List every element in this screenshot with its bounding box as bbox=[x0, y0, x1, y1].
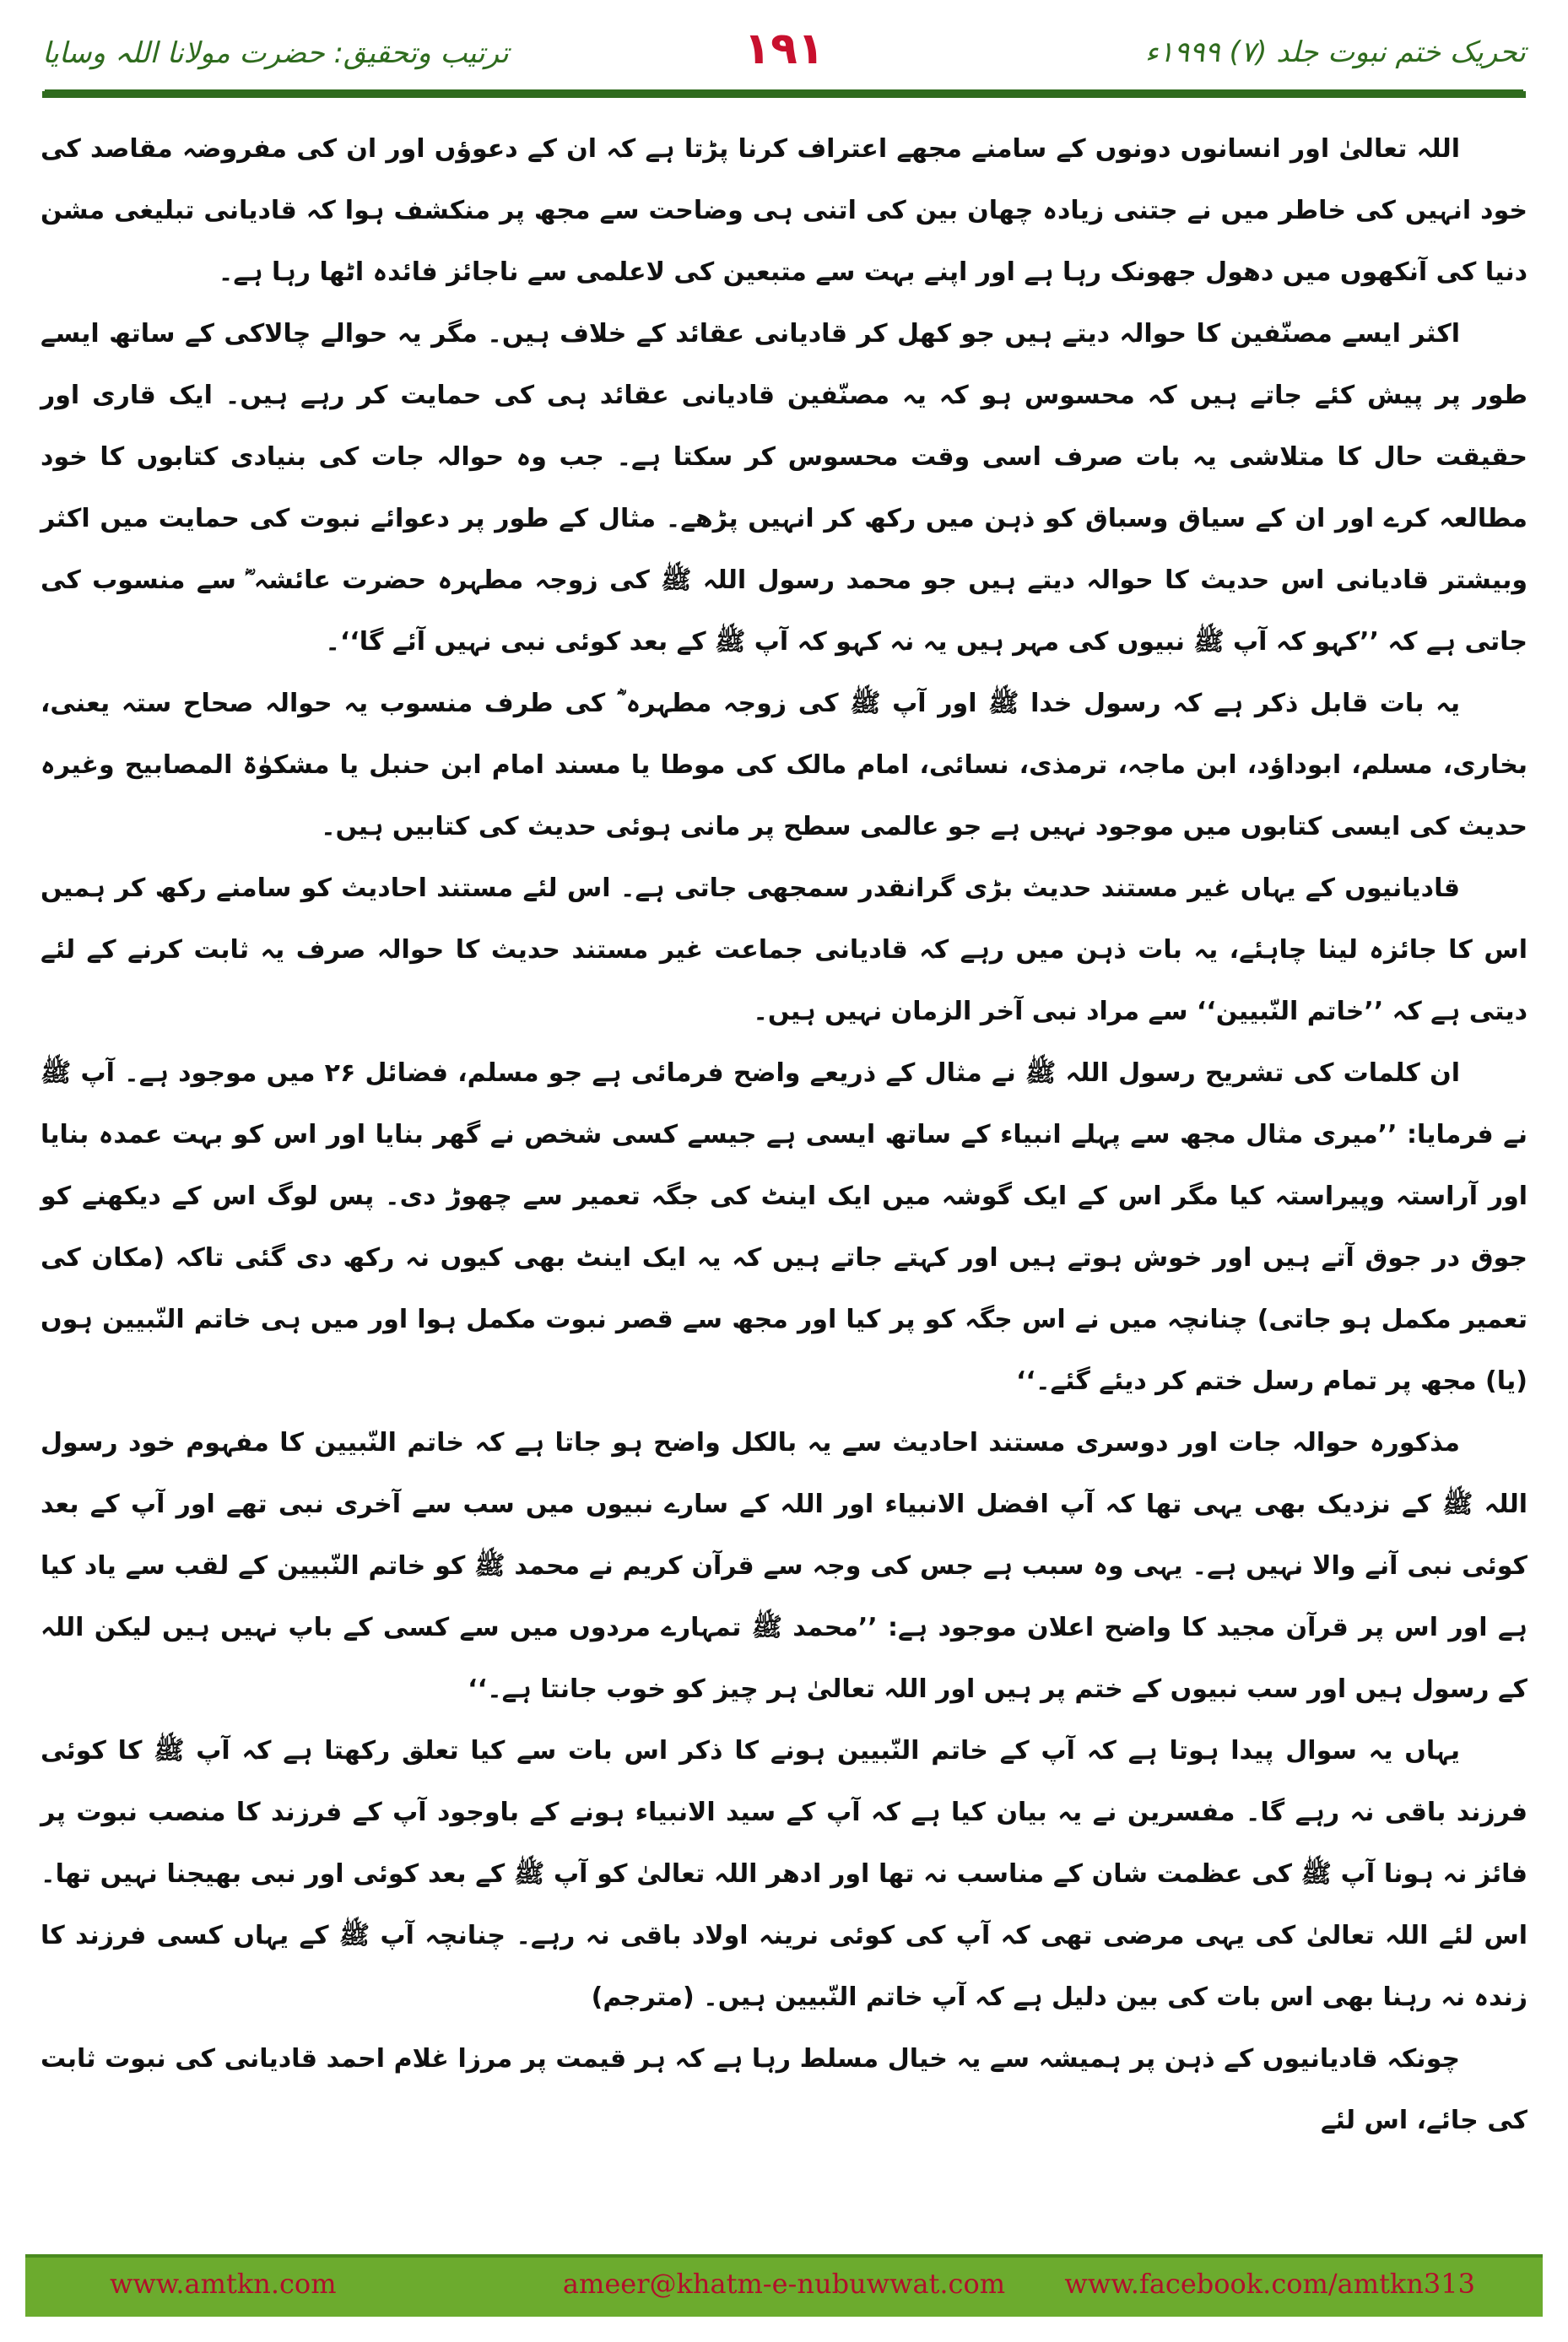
page-footer bbox=[25, 2254, 1543, 2317]
paragraph: قادیانیوں کے یہاں غیر مستند حدیث بڑی گرانقدر سمجھی جاتی ہے۔ اس لئے مستند احادیث کو سامنے رکھ کر ہمیں اس کا جائزہ لینا چاہئے، یہ بات ذہن میں رہے کہ قادیانی جماعت غیر مستند حدیث کا حوالہ صرف یہ ثابت کرنے کے لئے دیتی ہے کہ ’’خاتم النّبیین‘‘ سے مراد نبی آخر الزمان نہیں ہیں۔ bbox=[41, 874, 1527, 1026]
body-text bbox=[41, 118, 1527, 2173]
paragraph: چونکہ قادیانیوں کے ذہن پر ہمیشہ سے یہ خیال مسلط رہا ہے کہ ہر قیمت پر مرزا غلام احمد قادیانی کی نبوت ثابت کی جائے، اس لئے bbox=[41, 2044, 1527, 2135]
paragraph: یہ بات قابل ذکر ہے کہ رسول خدا ﷺ اور آپ ﷺ کی زوجہ مطہرہ ؓ کی طرف منسوب یہ حوالہ صحاح ستہ یعنی، بخاری، مسلم، ابوداؤد، ابن ماجہ، ترمذی، نسائی، امام مالک کی موطا یا مسند امام ابن حنبل یا مشکوٰۃ المصابیح وغیرہ حدیث کی ایسی کتابوں میں موجود نہیں ہے جو عالمی سطح پر مانی ہوئی حدیث کی کتابیں ہیں۔ bbox=[41, 689, 1527, 841]
paragraph: اللہ تعالیٰ اور انسانوں دونوں کے سامنے مجھے اعتراف کرنا پڑتا ہے کہ ان کے دعوؤں اور ان کی مفروضہ مقاصد کی خود انہیں کی خاطر میں نے جتنی زیادہ چھان بین کی اتنی ہی وضاحت سے مجھ پر منکشف ہوا کہ قادیانی تبلیغی مشن دنیا کی آنکھوں میں دھول جھونک رہا ہے اور اپنے بہت سے متبعین کی لاعلمی سے ناجائز فائدہ اٹھا رہا ہے۔ bbox=[41, 134, 1528, 287]
paragraph: یہاں یہ سوال پیدا ہوتا ہے کہ آپ کے خاتم النّبیین ہونے کا ذکر اس بات سے کیا تعلق رکھتا ہے کہ آپ ﷺ کا کوئی فرزند باقی نہ رہے گا۔ مفسرین نے یہ بیان کیا ہے کہ آپ کے سید الانبیاء ہونے کے باوجود آپ کے فرزند کا منصب نبوت پر فائز نہ ہونا آپ ﷺ کی عظمت شان کے مناسب نہ تھا اور ادھر اللہ تعالیٰ کو آپ ﷺ کے بعد کوئی اور نبی بھیجنا نہیں تھا۔ اس لئے اللہ تعالیٰ کی یہی مرضی تھی کہ آپ کی کوئی نرینہ اولاد باقی نہ رہے۔ چنانچہ آپ ﷺ کے یہاں کسی فرزند کا زندہ نہ رہنا بھی اس بات کی بین دلیل ہے کہ آپ خاتم النّبیین ہیں۔ (مترجم) bbox=[41, 1736, 1527, 2012]
paragraph: ان کلمات کی تشریح رسول اللہ ﷺ نے مثال کے ذریعے واضح فرمائی ہے جو مسلم، فضائل ۲۶ میں موجود ہے۔ آپ ﷺ نے فرمایا: ’’میری مثال مجھ سے پہلے انبیاء کے ساتھ ایسی ہے جیسے کسی شخص نے گھر بنایا اور اس کو بہت عمدہ بنایا اور آراستہ وپیراستہ کیا مگر اس کے ایک گوشہ میں ایک اینٹ کی جگہ تعمیر سے چھوڑ دی۔ پس لوگ اس کے دیکھنے کو جوق در جوق آتے ہیں اور خوش ہوتے ہیں اور کہتے جاتے ہیں کہ یہ ایک اینٹ بھی کیوں نہ رکھ دی گئی تاکہ (مکان کی تعمیر مکمل ہو جاتی) چنانچہ میں نے اس جگہ کو پر کیا اور مجھ سے قصر نبوت مکمل ہوا اور میں ہی خاتم النّبیین ہوں (یا) مجھ پر تمام رسل ختم کر دیئے گئے۔‘‘ bbox=[41, 1058, 1527, 1396]
header-divider bbox=[42, 91, 1526, 98]
email-link[interactable]: ameer@khatm-e-nubuwwat.com bbox=[562, 2268, 1006, 2300]
facebook-link[interactable]: www.facebook.com/amtkn313 bbox=[1064, 2268, 1475, 2300]
page-header bbox=[42, 24, 1526, 83]
compiler-credit: ترتیب وتحقیق: حضرت مولانا اللہ وسایا bbox=[42, 36, 509, 70]
book-title: تحریک ختم نبوت جلد (۷) ۱۹۹۹ء bbox=[1144, 35, 1526, 69]
website-link[interactable]: www.amtkn.com bbox=[110, 2268, 337, 2300]
paragraph: مذکورہ حوالہ جات اور دوسری مستند احادیث سے یہ بالکل واضح ہو جاتا ہے کہ خاتم النّبیین کا مفہوم خود رسول اللہ ﷺ کے نزدیک بھی یہی تھا کہ آپ افضل الانبیاء اور اللہ کے سارے نبیوں میں سب سے آخری نبی تھے اور آپ کے بعد کوئی نبی آنے والا نہیں ہے۔ یہی وہ سبب ہے جس کی وجہ سے قرآن کریم نے محمد ﷺ کو خاتم النّبیین کے لقب سے یاد کیا ہے اور اس پر قرآن مجید کا واضح اعلان موجود ہے: ’’محمد ﷺ تمہارے مردوں میں سے کسی کے باپ نہیں ہیں لیکن اللہ کے رسول ہیں اور سب نبیوں کے ختم پر ہیں اور اللہ تعالیٰ ہر چیز کو خوب جانتا ہے۔‘‘ bbox=[41, 1428, 1527, 1704]
paragraph: اکثر ایسے مصنّفین کا حوالہ دیتے ہیں جو کھل کر قادیانی عقائد کے خلاف ہیں۔ مگر یہ حوالے چالاکی کے ساتھ ایسے طور پر پیش کئے جاتے ہیں کہ محسوس ہو کہ یہ مصنّفین قادیانی عقائد ہی کی حمایت کر رہے ہیں۔ ایک قاری اور حقیقت حال کا متلاشی یہ بات صرف اسی وقت محسوس کر سکتا ہے۔ جب وہ حوالہ جات کی بنیادی کتابوں کا خود مطالعہ کرے اور ان کے سیاق وسباق کو ذہن میں رکھ کر انہیں پڑھے۔ مثال کے طور پر دعوائے نبوت کی حمایت میں اکثر وبیشتر قادیانی اس حدیث کا حوالہ دیتے ہیں جو محمد رسول اللہ ﷺ کی زوجہ مطہرہ حضرت عائشہ ؓ سے منسوب کی جاتی ہے کہ ’’کہو کہ آپ ﷺ نبیوں کی مہر ہیں یہ نہ کہو کہ آپ ﷺ کے بعد کوئی نبی نہیں آئے گا‘‘۔ bbox=[41, 319, 1527, 657]
page-number: ۱۹۱ bbox=[743, 24, 825, 74]
